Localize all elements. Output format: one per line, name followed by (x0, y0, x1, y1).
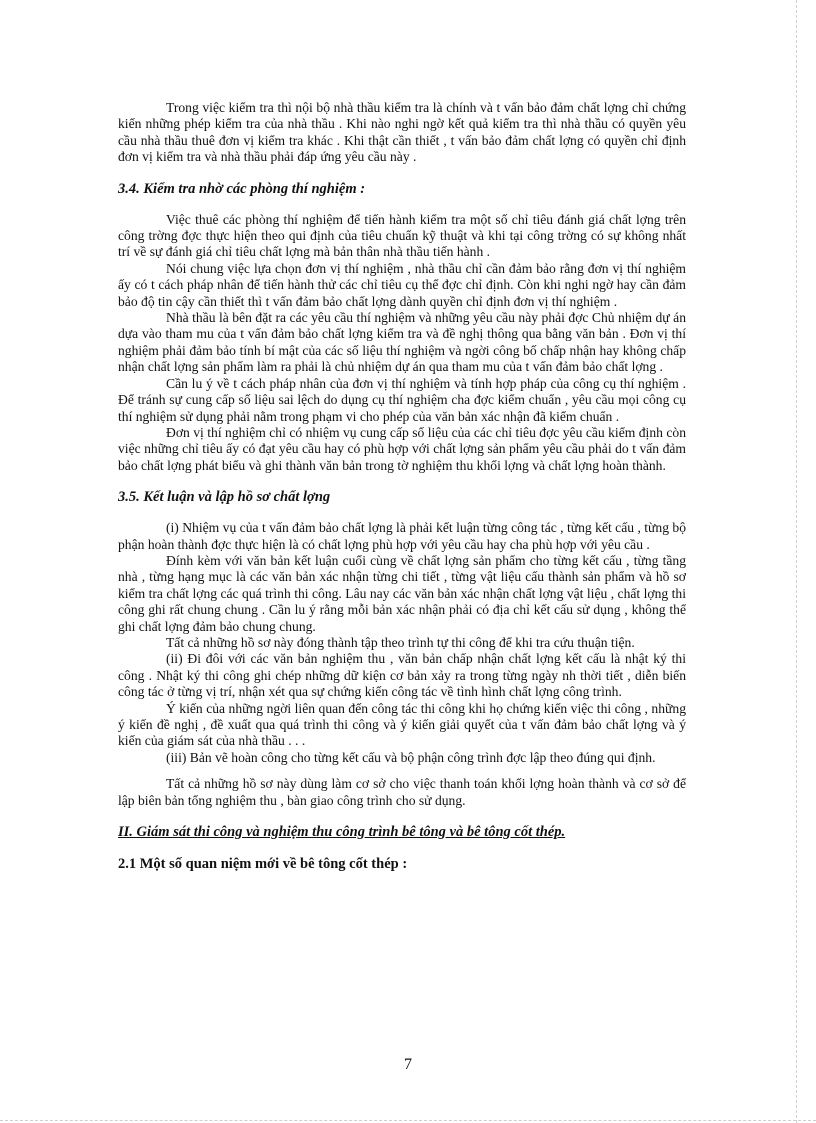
section-3-5-paragraph: Tất cả những hồ sơ này đóng thành tập theo trình tự thi công để khi tra cứu thuận tiện. (166, 634, 635, 650)
page-content (118, 100, 686, 873)
section-3-5-paragraph: (iii) Bản vẽ hoàn công cho từng kết cấu và bộ phận công trình đợc lập theo đúng qui định. (166, 749, 656, 765)
page-boundary-right (796, 0, 797, 1123)
section-3-5-paragraph: (i) Nhiệm vụ của t vấn đảm bảo chất lợng là phải kết luận từng công tác , từng kết cấu , từng bộ phận hoàn thành đợc thực hiện là có chất lợng phù hợp với yêu cầu hay cha phù hợp với yêu cầu . (118, 520, 686, 552)
section-2-1-heading: 2.1 Một số quan niệm mới về bê tông cốt thép : (118, 856, 408, 873)
section-II-heading: II. Giám sát thi công và nghiệm thu công trình bê tông và bê tông cốt thép. (118, 824, 566, 841)
section-3-4-paragraph: Đơn vị thí nghiệm chỉ có nhiệm vụ cung cấp số liệu của các chỉ tiêu đợc yêu cầu kiểm định còn việc những chỉ tiêu ấy có đạt yêu cầu hay có phù hợp với chất lợng sản phẩm yêu cầu phải do t vấn đảm bảo chất lợng phát biểu và ghi thành văn bản trong tờ nghiệm thu khối lợng và chất lợng hoàn thành. (118, 424, 686, 473)
section-3-5-paragraph: Đính kèm với văn bản kết luận cuối cùng về chất lợng sản phẩm cho từng kết cấu , từng tầng nhà , từng hạng mục là các văn bản xác nhận từng chi tiết , từng vật liệu cấu thành sản phẩm và hồ sơ kiểm tra chất lợng các quá trình thi công. Lâu nay các văn bản xác nhận chất lợng vật liệu , chất lợng thi công ghi rất chung chung . Cần lu ý rằng mỗi bản xác nhận phải có địa chỉ kết cấu sử dụng , không thể ghi chất lợng đảm bảo chung chung. (118, 552, 686, 634)
section-3-4-paragraph: Việc thuê các phòng thí nghiệm để tiến hành kiểm tra một số chỉ tiêu đánh giá chất lợng trên công trờng đợc thực hiện theo qui định của tiêu chuẩn kỹ thuật và khi tại công trờng có sự không nhất trí về sự đánh giá chỉ tiêu chất lợng mà bản thân nhà thầu tiến hành . (118, 211, 686, 260)
section-3-5-paragraph: Ý kiến của những ngời liên quan đến công tác thi công khi họ chứng kiến việc thi công , những ý kiến đề nghị , đề xuất qua quá trình thi công và ý kiến giải quyết của t vấn đảm bảo chất lợng và ý kiến của giám sát của nhà thầu . . . (118, 700, 686, 749)
section-3-4-paragraph: Nói chung việc lựa chọn đơn vị thí nghiệm , nhà thầu chỉ cần đảm bảo rằng đơn vị thí nghiệm ấy có t cách pháp nhân để tiến hành thử các chỉ tiêu cụ thể đợc chỉ định. Còn khi nghi ngờ hay cần đảm bảo độ tin cậy cần thiết thì t vấn đảm bảo chất lợng dành quyền chỉ định đơn vị thí nghiệm . (118, 260, 686, 309)
section-3-5-paragraph: Tất cả những hồ sơ này dùng làm cơ sở cho việc thanh toán khối lợng hoàn thành và cơ sở để lập biên bản tổng nghiệm thu , bàn giao công trình cho sử dụng. (118, 776, 686, 808)
intro-paragraph: Trong việc kiểm tra thì nội bộ nhà thầu kiểm tra là chính và t vấn bảo đảm chất lợng chỉ chứng kiến những phép kiểm tra của nhà thầu . Khi nào nghi ngờ kết quả kiểm tra thì nhà thầu có quyền yêu cầu nhà thầu thuê đơn vị kiểm tra khác . Khi thật cần thiết , t vấn bảo đảm chất lợng có quyền chỉ định đơn vị kiểm tra và nhà thầu phải đáp ứng yêu cầu này . (118, 100, 686, 165)
page-number: 7 (404, 1056, 412, 1073)
section-3-5-heading: 3.5. Kết luận và lập hồ sơ chất lợng (118, 489, 331, 506)
section-3-4-heading: 3.4. Kiểm tra nhờ các phòng thí nghiệm : (118, 180, 366, 197)
section-3-4-paragraph: Cần lu ý về t cách pháp nhân của đơn vị thí nghiệm và tính hợp pháp của công cụ thí nghiệm . Để tránh sự cung cấp số liệu sai lệch do dụng cụ thí nghiệm cha đợc kiểm chuẩn , yêu cầu mọi công cụ thí nghiệm sử dụng phải nằm trong phạm vi cho phép của văn bản xác nhận đã kiểm chuẩn . (118, 375, 686, 424)
page-boundary-bottom (0, 1120, 816, 1121)
section-3-4-paragraph: Nhà thầu là bên đặt ra các yêu cầu thí nghiệm và những yêu cầu này phải đợc Chủ nhiệm dự án dựa vào tham mu của t vấn đảm bảo chất lợng kiểm tra và đề nghị thông qua bằng văn bản . Đơn vị thí nghiệm phải đảm bảo tính bí mật của các số liệu thí nghiệm và ngời công bố chấp nhận hay không chấp nhận chất lợng sản phẩm làm ra phải là chủ nhiệm dự án qua tham mu của t vấn đảm bảo chất lợng . (118, 310, 686, 375)
section-3-5-paragraph: (ii) Đi đôi với các văn bản nghiệm thu , văn bản chấp nhận chất lợng kết cấu là nhật ký thi công . Nhật ký thi công ghi chép những dữ kiện cơ bản xảy ra trong từng ngày nh thời tiết , diễn biến công tác ở từng vị trí, nhận xét qua sự chứng kiến công tác về tình hình chất lợng công trình. (118, 651, 686, 700)
